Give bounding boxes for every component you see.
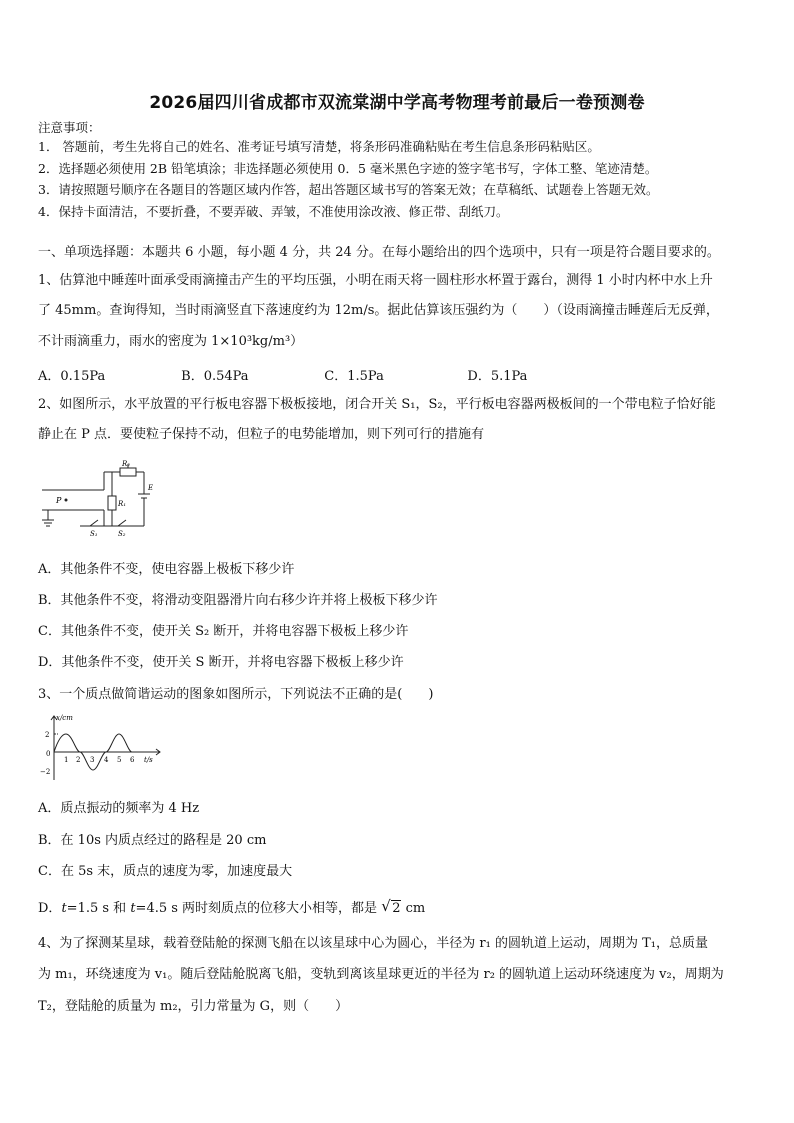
- q3-option-d-prefix: D．: [38, 901, 62, 916]
- q4-text: 4、为了探测某星球，载着登陆舱的探测飞船在以该星球中心为圆心，半径为 r₁ 的圆轨道上运动，周期为 T₁，总质量: [38, 936, 708, 951]
- sqrt-expression: √ 2: [381, 897, 401, 916]
- x-tick: 5: [117, 756, 122, 764]
- label-e: E: [148, 484, 154, 492]
- axis-x-label: t/s: [144, 756, 153, 764]
- q2-circuit-diagram: [40, 458, 160, 540]
- q1-text: 了 45mm。查询得知，当时雨滴竖直下落速度约为 12m/s。据此估算该压强约为（ ）（设雨滴撞击睡莲后无反弹，: [38, 303, 719, 318]
- y-tick: 2: [45, 731, 50, 739]
- q2-option-c[interactable]: C．其他条件不变，使开关 S₂ 断开，并将电容器下极板上移少许: [38, 624, 409, 639]
- label-s1: S₁: [90, 530, 98, 538]
- q3-option-c[interactable]: C．在 5s 末，质点的速度为零，加速度最大: [38, 864, 293, 879]
- q1-option-c[interactable]: C．1.5Pa: [324, 369, 384, 384]
- q3-option-d-text: =4.5 s 两时刻质点的位移大小相等，都是: [135, 901, 378, 916]
- q3-option-d[interactable]: [38, 897, 426, 918]
- q2-option-d[interactable]: D．其他条件不变，使开关 S 断开，并将电容器下极板上移少许: [38, 655, 404, 670]
- label-p: P: [56, 496, 62, 505]
- var-t: t: [130, 901, 136, 916]
- q3-option-d-text: =1.5 s 和: [66, 901, 131, 916]
- q1-text: 不计雨滴重力，雨水的密度为 1×10³kg/m³）: [38, 334, 304, 349]
- q3-text: 3、一个质点做简谐运动的图象如图所示，下列说法不正确的是( ): [38, 687, 434, 702]
- x-tick: 1: [64, 756, 69, 764]
- notice-heading: 注意事项：: [38, 120, 101, 135]
- notice-item: 3．请按照题号顺序在各题目的答题区域内作答，超出答题区域书写的答案无效；在草稿纸、试题卷上答题无效。: [38, 182, 659, 197]
- q3-option-b[interactable]: B．在 10s 内质点经过的路程是 20 cm: [38, 833, 267, 848]
- q1-options: [38, 365, 527, 384]
- q4-text: 为 m₁，环绕速度为 v₁。随后登陆舱脱离飞船，变轨到离该星球更近的半径为 r₂ 的圆轨道上运动环绕速度为 v₂，周期为: [38, 967, 724, 982]
- x-tick: 2: [76, 756, 81, 764]
- notice-item: 2．选择题必须使用 2B 铅笔填涂；非选择题必须使用 0．5 毫米黑色字迹的签字笔书写，字体工整、笔迹清楚。: [38, 161, 658, 176]
- q1-option-d[interactable]: D．5.1Pa: [467, 369, 528, 384]
- q3-option-d-unit: cm: [405, 901, 426, 916]
- sqrt-radicand: 2: [392, 901, 401, 916]
- q4-text: T₂，登陆舱的质量为 m₂，引力常量为 G，则（ ）: [38, 999, 349, 1014]
- notice-item: 4．保持卡面清洁，不要折叠，不要弄破、弄皱，不准使用涂改液、修正带、刮纸刀。: [38, 204, 509, 219]
- origin-label: 0: [46, 750, 51, 758]
- label-r2: R₂: [122, 460, 131, 468]
- q3-option-a[interactable]: A．质点振动的频率为 4 Hz: [38, 801, 200, 816]
- q1-option-a[interactable]: A．0.15Pa: [38, 369, 106, 384]
- x-tick: 6: [130, 756, 135, 764]
- q2-text: 2、如图所示，水平放置的平行板电容器下极板接地，闭合开关 S₁，S₂，平行板电容器两极板间的一个带电粒子恰好能: [38, 397, 716, 412]
- x-tick: 3: [90, 756, 95, 764]
- x-tick: 4: [104, 756, 109, 764]
- section-heading: 一、单项选择题：本题共 6 小题，每小题 4 分，共 24 分。在每小题给出的四个选项中，只有一项是符合题目要求的。: [38, 245, 720, 260]
- q1-text: 1、估算池中睡莲叶面承受雨滴撞击产生的平均压强，小明在雨天将一圆柱形水杯置于露台，测得 1 小时内杯中水上升: [38, 273, 713, 288]
- exam-title: 2026届四川省成都市双流棠湖中学高考物理考前最后一卷预测卷: [149, 93, 645, 113]
- q2-text: 静止在 P 点．要使粒子保持不动，但粒子的电势能增加，则下列可行的措施有: [38, 427, 485, 442]
- q2-option-b[interactable]: B．其他条件不变，将滑动变阻器滑片向右移少许并将上极板下移少许: [38, 593, 438, 608]
- q2-option-a[interactable]: A．其他条件不变，使电容器上极板下移少许: [38, 562, 295, 577]
- q3-shm-graph: [36, 712, 166, 784]
- particle-p: [65, 499, 68, 502]
- notice-item: 1． 答题前，考生先将自己的姓名、准考证号填写清楚，将条形码准确粘贴在考生信息条形码粘贴区。: [38, 139, 600, 154]
- y-tick: −2: [40, 768, 51, 776]
- q1-option-b[interactable]: B．0.54Pa: [181, 369, 249, 384]
- label-r1: R₁: [118, 500, 127, 508]
- var-t: t: [61, 901, 67, 916]
- label-s2: S₂: [118, 530, 126, 538]
- axis-y-label: x/cm: [56, 714, 73, 722]
